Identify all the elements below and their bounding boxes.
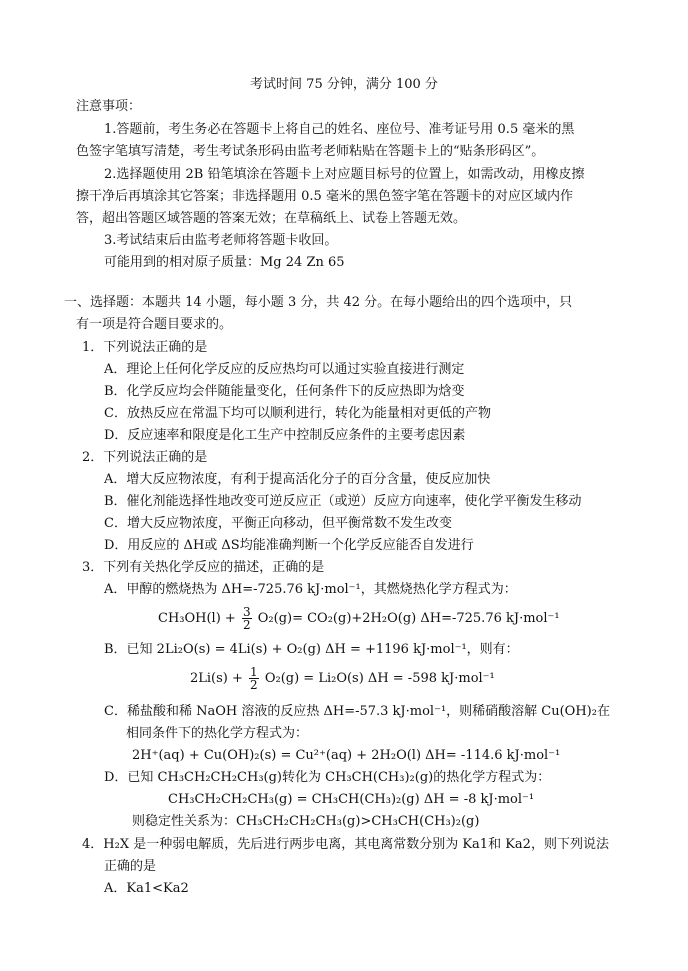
question-3-a-equation (158, 604, 560, 634)
equation-right: O₂(g) = Li₂O(s) ΔH = -598 kJ·mol⁻¹ (264, 671, 495, 686)
question-3-option-b: B．已知 2Li₂O(s) = 4Li(s) + O₂(g) ΔH = +1196 kJ·mol⁻¹，则有： (104, 642, 519, 657)
question-2-stem: 2．下列说法正确的是 (82, 450, 208, 465)
question-3-option-a: A．甲醇的燃烧热为 ΔH=-725.76 kJ·mol⁻¹，其燃烧热化学方程式为： (104, 582, 517, 597)
question-4-stem-line-1: 4．H₂X 是一种弱电解质，先后进行两步电离，其电离常数分别为 Ka1和 Ka2，则下列说法 (82, 837, 609, 852)
question-3-stem: 3．下列有关热化学反应的描述，正确的是 (82, 560, 325, 575)
question-2-option-c: C．增大反应物浓度，平衡正向移动，但平衡常数不发生改变 (104, 516, 452, 531)
question-2-option-a: A．增大反应物浓度，有利于提高活化分子的百分含量，使反应加快 (104, 472, 491, 487)
fraction: $\frac{1}{2}$ (250, 665, 258, 692)
exam-info: 考试时间 75 分钟，满分 100 分 (250, 77, 438, 92)
question-3-c-equation: 2H⁺(aq) + Cu(OH)₂(s) = Cu²⁺(aq) + 2H₂O(l) ΔH= -114.6 kJ·mol⁻¹ (132, 748, 561, 763)
equation-right: O₂(g)= CO₂(g)+2H₂O(g) ΔH=-725.76 kJ·mol⁻¹ (257, 611, 560, 626)
section-title-line-1: 一、选择题：本题共 14 小题，每小题 3 分，共 42 分。在每小题给出的四个选项中，只 (64, 295, 573, 310)
question-3-option-d-line-3: 则稳定性关系为：CH₃CH₂CH₂CH₃(g)>CH₃CH(CH₃)₂(g) (132, 814, 480, 829)
question-1-stem: 1．下列说法正确的是 (82, 340, 208, 355)
question-1-option-b: B．化学反应均会伴随能量变化，任何条件下的反应热即为焓变 (104, 384, 465, 399)
question-3-d-equation: CH₃CH₂CH₂CH₃(g) = CH₃CH(CH₃)₂(g) ΔH = -8 kJ·mol⁻¹ (168, 792, 535, 807)
note-2-line-1: 2.选择题使用 2B 铅笔填涂在答题卡上对应题目标号的位置上，如需改动，用橡皮擦 (104, 167, 585, 182)
fraction: $\frac{3}{2}$ (242, 605, 251, 632)
note-2-line-3: 答，超出答题区域答题的答案无效；在草稿纸上、试卷上答题无效。 (76, 211, 467, 226)
question-2-option-b: B．催化剂能选择性地改变可逆反应正（或逆）反应方向速率，使化学平衡发生移动 (104, 494, 582, 509)
note-1-line-1: 1.答题前，考生务必在答题卡上将自己的姓名、座位号、准考证号用 0.5 毫米的黑 (104, 122, 575, 137)
equation-left: 2Li(s) + (190, 671, 243, 686)
question-3-option-c-line-1: C．稀盐酸和稀 NaOH 溶液的反应热 ΔH=-57.3 kJ·mol⁻¹，则稀硝酸溶解 Cu(OH)₂在 (104, 704, 610, 719)
question-4-option-a: A．Ka1<Ka2 (104, 881, 189, 896)
question-3-option-c-line-2: 相同条件下的热化学方程式为： (126, 726, 309, 741)
equation-left: CH₃OH(l) + (158, 611, 236, 626)
question-1-option-a: A．理论上任何化学反应的反应热均可以通过实验直接进行测定 (104, 362, 465, 377)
note-1-line-2: 色签字笔填写清楚，考生考试条形码由监考老师粘贴在答题卡上的“贴条形码区”。 (76, 144, 545, 159)
question-4-stem-line-2: 正确的是 (104, 859, 157, 874)
atomic-mass: 可能用到的相对原子质量：Mg 24 Zn 65 (104, 255, 345, 270)
question-1-option-c: C．放热反应在常温下均可以顺利进行，转化为能量相对更低的产物 (104, 406, 491, 421)
question-1-option-d: D．反应速率和限度是化工生产中控制反应条件的主要考虑因素 (104, 428, 466, 443)
note-3: 3.考试结束后由监考老师将答题卡收回。 (104, 233, 338, 248)
question-2-option-d: D．用反应的 ΔH或 ΔS均能准确判断一个化学反应能否自发进行 (104, 538, 474, 553)
question-3-b-equation (190, 664, 495, 694)
notice-title: 注意事项： (76, 99, 142, 114)
note-2-line-2: 擦干净后再填涂其它答案；非选择题用 0.5 毫米的黑色签字笔在答题卡的对应区域内作 (76, 189, 573, 204)
section-title-line-2: 有一项是符合题目要求的。 (76, 317, 233, 332)
question-3-option-d-line-1: D．已知 CH₃CH₂CH₂CH₃(g)转化为 CH₃CH(CH₃)₂(g)的热化学方程式为： (104, 770, 551, 785)
